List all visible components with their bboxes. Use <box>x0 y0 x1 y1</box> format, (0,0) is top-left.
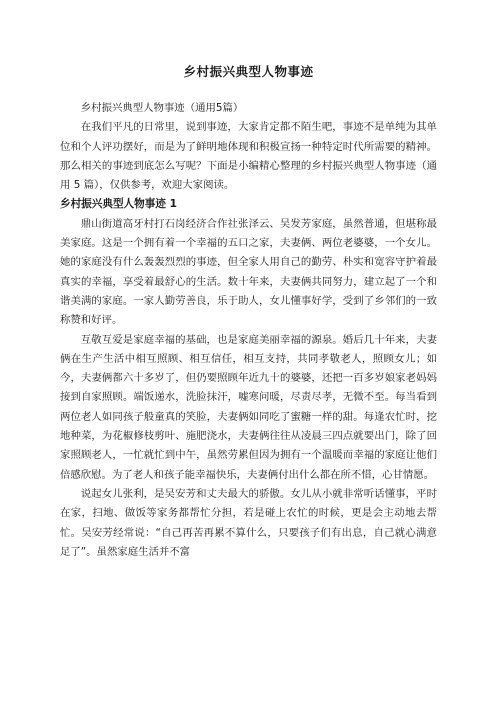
intro-paragraph: 在我们平凡的日常里，说到事迹，大家肯定都不陌生吧，事迹不是单纯为其单位和个人评功摆好，而是为了鲜明地体现和积极宣扬一种特定时代所需要的精神。那么相关的事迹到底怎么写呢？下面是小编精心整理的乡村振兴典型人物事迹（通用 5 篇），仅供参考，欢迎大家阅读。 <box>60 121 437 192</box>
body-paragraph-2: 互敬互爱是家庭幸福的基础，也是家庭美丽幸福的源泉。婚后几十年来，夫妻俩在生产生活中相互照顾、相互信任，相互支持，共同孝敬老人，照顾女儿；如今，夫妻俩都六十多岁了，但仍要照顾年近九十的婆婆，还把一百多岁娘家老妈妈接到自家照顾。端饭递水，洗脸抹汗，嘘寒问暖，尽责尽孝，无微不至。每当看到两位老人如同孩子般童真的笑脸，夫妻俩如同吃了蜜糖一样的甜。每逢农忙时，挖地种菜，为花椒修枝剪叶、施肥浇水，夫妻俩往往从凌晨三四点就要出门，除了回家照顾老人，一忙就忙到中午，虽然劳累但因为拥有一个温暖而幸福的家庭让他们倍感欣慰。为了老人和孩子能幸福快乐，夫妻俩付出什么都在所不惜，心甘情愿。 <box>60 333 437 481</box>
body-paragraph-1: 鼎山街道高牙村打石岗经济合作社张泽云、吴发芳家庭，虽然普通，但堪称最美家庭。这是一个拥有着一个幸福的五口之家，夫妻俩、两位老婆婆，一个女儿。她的家庭没有什么轰轰烈烈的事迹，但全家人用自己的勤劳、朴实和宽容守护着最真实的幸福，享受着最舒心的生活。数十年来，夫妻俩共同努力，建立起了一个和谐美满的家庭。一家人勤劳善良，乐于助人，女儿懂事好学，受到了乡邻们的一致称赞和好评。 <box>60 217 437 327</box>
document-title: 乡村振兴典型人物事迹 <box>183 64 314 79</box>
section-heading: 乡村振兴典型人物事迹 1 <box>60 198 177 211</box>
document-subtitle: 乡村振兴典型人物事迹（通用5篇） <box>80 102 244 114</box>
body-paragraph-3: 说起女儿张利，是吴安芳和丈夫最大的骄傲。女儿从小就非常听话懂事，平时在家，扫地、做饭等家务都帮忙分担，若是碰上农忙的时候，更是会主动地去帮忙。吴安芳经常说：“自己再苦再累不算什么，只要孩子们有出息，自己就心满意足了”。虽然家庭生活并不富 <box>60 487 437 558</box>
